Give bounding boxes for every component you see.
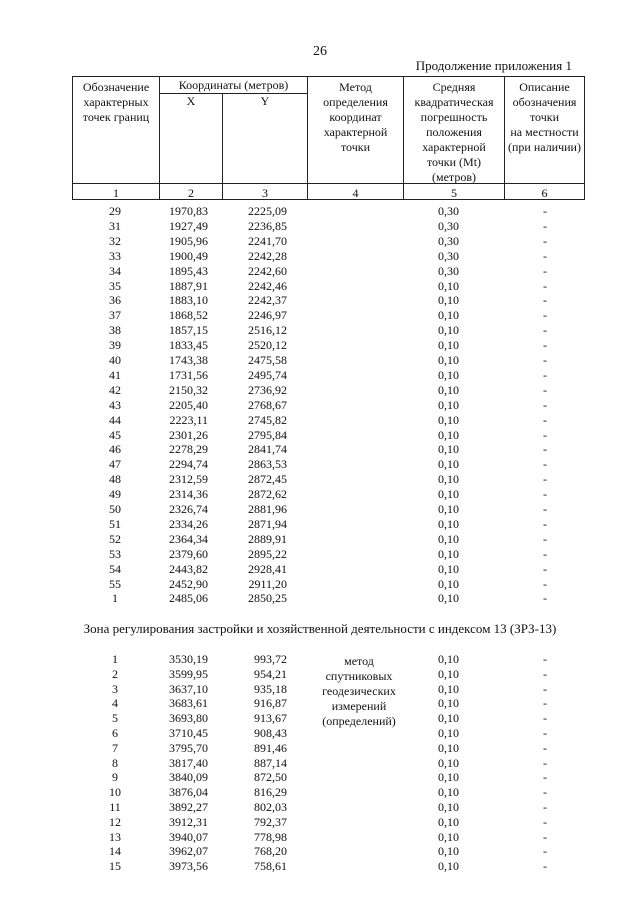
table-row [0,517,640,532]
description-value: - [543,338,547,353]
header-method: Метод определения координат характерной точки [323,80,388,154]
accuracy-value: 0,10 [438,561,459,576]
table-row [0,323,640,338]
coord-x: 3840,09 [169,770,208,785]
accuracy-value: 0,30 [438,233,459,248]
accuracy-value: 0,10 [438,546,459,561]
accuracy-value: 0,10 [438,502,459,516]
accuracy-value: 0,10 [438,844,459,859]
description-value: - [543,696,547,711]
accuracy-value: 0,10 [438,859,459,874]
table-row [0,756,640,771]
accuracy-value: 0,10 [438,829,459,844]
coord-y: 816,29 [254,785,287,800]
coord-y: 792,37 [254,814,287,829]
coord-y: 2911,20 [248,576,287,591]
section-title: Зона регулирования застройки и хозяйственной деятельности с индексом 13 (ЗРЗ-13) [83,621,557,636]
coord-x: 1731,56 [169,367,208,382]
point-id: 6 [112,726,118,740]
coord-x: 3530,19 [169,652,208,666]
accuracy-value: 0,10 [438,652,459,666]
point-id: 40 [109,353,121,367]
coord-x: 3693,80 [169,711,208,726]
description-value: - [543,367,547,382]
coord-y: 916,87 [254,696,287,711]
coord-y: 2475,58 [248,353,287,367]
description-value: - [543,397,547,412]
coord-x: 2452,90 [169,576,208,591]
description-value: - [543,681,547,696]
accuracy-value: 0,10 [438,412,459,427]
accuracy-value: 0,10 [438,681,459,696]
accuracy-value: 0,10 [438,293,459,308]
coord-y: 2736,92 [248,382,287,397]
coord-y: 2242,60 [248,263,287,278]
page-number: 26 [313,44,327,59]
table-row [0,353,640,368]
point-id: 54 [109,561,121,576]
accuracy-value: 0,10 [438,770,459,785]
table-row [0,859,640,874]
accuracy-value: 0,10 [438,338,459,353]
coord-y: 758,61 [254,859,287,874]
accuracy-value: 0,10 [438,308,459,323]
point-id: 15 [109,859,121,874]
header-rule [72,183,584,184]
column-number: 6 [541,186,548,200]
coord-x: 2223,11 [169,412,208,427]
column-number: 5 [451,186,457,200]
description-value: - [543,353,547,367]
accuracy-value: 0,10 [438,487,459,502]
point-id: 4 [112,696,118,711]
point-id: 10 [109,785,121,800]
coord-x: 2379,60 [169,546,208,561]
coord-y: 2889,91 [248,531,287,546]
table-row [0,442,640,457]
coord-y: 908,43 [254,726,287,740]
column-number: 3 [262,186,268,200]
description-value: - [543,472,547,487]
description-value: - [543,382,547,397]
description-value: - [543,591,547,606]
point-id: 13 [109,829,121,844]
point-id: 8 [112,755,118,770]
table-row [0,770,640,785]
coord-y: 993,72 [254,652,287,666]
table-row [0,682,640,697]
point-id: 11 [109,800,121,814]
description-value: - [543,576,547,591]
point-id: 47 [109,457,121,472]
description-value: - [543,278,547,293]
table-row [0,234,640,249]
accuracy-value: 0,10 [438,442,459,457]
point-id: 33 [109,248,121,263]
point-id: 34 [109,263,121,278]
coord-y: 2872,62 [248,487,287,502]
accuracy-value: 0,10 [438,323,459,338]
column-number: 2 [188,186,194,200]
coord-x: 3599,95 [169,666,208,681]
coord-y: 2850,25 [248,591,287,606]
point-id: 48 [109,472,121,487]
coord-x: 3795,70 [169,740,208,755]
coord-x: 2301,26 [169,427,208,442]
coord-x: 3940,07 [169,829,208,844]
accuracy-value: 0,10 [438,278,459,293]
point-id: 12 [109,814,121,829]
description-value: - [543,457,547,472]
accuracy-value: 0,10 [438,696,459,711]
coord-x: 3683,61 [169,696,208,711]
table-row [0,711,640,726]
coord-y: 935,18 [254,681,287,696]
coord-x: 3892,27 [169,800,208,814]
border-right [584,76,585,200]
coord-y: 2242,37 [248,293,287,308]
accuracy-value: 0,10 [438,711,459,726]
coord-y: 778,98 [254,829,287,844]
coord-y: 2520,12 [248,338,287,353]
description-value: - [543,502,547,516]
accuracy-value: 0,10 [438,591,459,606]
accuracy-value: 0,10 [438,457,459,472]
accuracy-value: 0,10 [438,800,459,814]
point-id: 50 [109,502,121,516]
coord-x: 1887,91 [169,278,208,293]
point-id: 32 [109,233,121,248]
coord-y: 2225,09 [248,204,287,218]
header-x: X [186,94,196,108]
description-value: - [543,755,547,770]
point-id: 51 [109,516,121,531]
point-id: 46 [109,442,121,457]
coord-y: 891,46 [254,740,287,755]
description-value: - [543,442,547,457]
description-value: - [543,308,547,323]
table-row [0,308,640,323]
table-row [0,577,640,592]
header-accuracy: Средняя квадратическая погрешность положения характерной точки (Mt) (метров) [414,80,494,184]
description-value: - [543,711,547,726]
point-id: 38 [109,323,121,338]
header-top-rule [72,76,584,77]
coord-x: 1905,96 [169,233,208,248]
accuracy-value: 0,10 [438,353,459,367]
table-row [0,457,640,472]
coord-y: 2795,84 [248,427,287,442]
coord-y: 2242,46 [248,278,287,293]
accuracy-value: 0,10 [438,814,459,829]
table-row [0,413,640,428]
coord-x: 2364,34 [169,531,208,546]
accuracy-value: 0,10 [438,740,459,755]
point-id: 14 [109,844,121,859]
coord-x: 2326,74 [169,502,208,516]
description-value: - [543,204,547,218]
description-value: - [543,800,547,814]
coord-y: 2768,67 [248,397,287,412]
accuracy-value: 0,30 [438,204,459,218]
table-row [0,219,640,234]
coord-x: 1927,49 [169,218,208,233]
coord-x: 1857,15 [169,323,208,338]
description-value: - [543,531,547,546]
coord-y: 872,50 [254,770,287,785]
point-id: 2 [112,666,118,681]
description-value: - [543,412,547,427]
accuracy-value: 0,10 [438,516,459,531]
coord-y: 2246,97 [248,308,287,323]
description-value: - [543,814,547,829]
description-value: - [543,561,547,576]
table-row [0,785,640,800]
coord-y: 2895,22 [248,546,287,561]
coord-y: 2871,94 [248,516,287,531]
point-id: 5 [112,711,118,726]
coord-x: 2334,26 [169,516,208,531]
table-row [0,815,640,830]
coord-y: 768,20 [254,844,287,859]
coord-y: 2495,74 [248,367,287,382]
coord-x: 3637,10 [169,681,208,696]
coord-x: 3962,07 [169,844,208,859]
coord-x: 2314,36 [169,487,208,502]
description-value: - [543,740,547,755]
accuracy-value: 0,10 [438,427,459,442]
coord-y: 954,21 [254,666,287,681]
point-id: 39 [109,338,121,353]
description-value: - [543,859,547,874]
point-id: 42 [109,382,121,397]
description-value: - [543,829,547,844]
column-number: 1 [113,186,119,200]
point-id: 37 [109,308,121,323]
point-id: 29 [109,204,121,218]
point-id: 1 [112,591,118,606]
point-id: 31 [109,218,121,233]
coord-y: 2242,28 [248,248,287,263]
description-value: - [543,785,547,800]
accuracy-value: 0,10 [438,382,459,397]
description-value: - [543,487,547,502]
continuation-label: Продолжение приложения 1 [415,58,572,73]
point-id: 9 [112,770,118,785]
point-id: 43 [109,397,121,412]
coord-y: 2745,82 [248,412,287,427]
accuracy-value: 0,10 [438,666,459,681]
table-row [0,591,640,606]
coord-x: 2294,74 [169,457,208,472]
table-row [0,383,640,398]
header-coordinates: Координаты (метров) [178,78,289,92]
coord-y: 2881,96 [248,502,287,516]
coord-x: 3876,04 [169,785,208,800]
header-y: Y [260,94,270,108]
point-id: 7 [112,740,118,755]
coord-x: 3973,56 [169,859,208,874]
table-row [0,741,640,756]
point-id: 55 [109,576,121,591]
coord-y: 2863,53 [248,457,287,472]
accuracy-value: 0,30 [438,263,459,278]
table-row [0,502,640,517]
coord-y: 913,67 [254,711,287,726]
point-id: 3 [112,681,118,696]
description-value: - [543,263,547,278]
point-id: 35 [109,278,121,293]
point-id: 49 [109,487,121,502]
table-row [0,204,640,219]
point-id: 44 [109,412,121,427]
table-row [0,547,640,562]
coord-x: 2443,82 [169,561,208,576]
description-value: - [543,726,547,740]
point-id: 1 [112,652,118,666]
table-row [0,830,640,845]
coord-x: 2205,40 [169,397,208,412]
coord-x: 2278,29 [169,442,208,457]
coord-y: 2928,41 [248,561,287,576]
accuracy-value: 0,10 [438,472,459,487]
coord-x: 3912,31 [169,814,208,829]
description-value: - [543,652,547,666]
table-row [0,428,640,443]
table-row [0,472,640,487]
coord-y: 887,14 [254,755,287,770]
table-row [0,726,640,741]
table-row [0,264,640,279]
description-value: - [543,248,547,263]
coord-x: 2312,59 [169,472,208,487]
coord-x: 2485,06 [169,591,208,606]
coord-y: 802,03 [254,800,287,814]
description-value: - [543,770,547,785]
description-value: - [543,293,547,308]
coord-y: 2516,12 [248,323,287,338]
coord-x: 1895,43 [169,263,208,278]
table-row [0,293,640,308]
description-value: - [543,323,547,338]
table-row [0,398,640,413]
coord-x: 1868,52 [169,308,208,323]
header-point-designation: Обозначение характерных точек границ [82,80,150,124]
coord-x: 1970,83 [169,204,208,218]
coord-x: 3817,40 [169,755,208,770]
point-id: 52 [109,531,121,546]
point-id: 41 [109,367,121,382]
accuracy-value: 0,30 [438,248,459,263]
table-row [0,800,640,815]
table-row [0,279,640,294]
point-id: 36 [109,293,121,308]
table-row [0,532,640,547]
description-value: - [543,233,547,248]
coord-x: 1833,45 [169,338,208,353]
description-value: - [543,516,547,531]
table-row [0,249,640,264]
coord-y: 2241,70 [248,233,287,248]
accuracy-value: 0,10 [438,397,459,412]
accuracy-value: 0,10 [438,726,459,740]
coord-x: 1900,49 [169,248,208,263]
coord-y: 2841,74 [248,442,287,457]
coord-x: 3710,45 [169,726,208,740]
column-number: 4 [352,186,359,200]
table-row [0,696,640,711]
table-row [0,667,640,682]
table-row [0,562,640,577]
divider-xy [222,93,223,200]
table-row [0,652,640,667]
accuracy-value: 0,10 [438,576,459,591]
method-description: метод спутниковых геодезических измерений (определений) [322,654,396,728]
point-id: 45 [109,427,121,442]
coord-x: 1883,10 [169,293,208,308]
description-value: - [543,218,547,233]
header-description: Описание обозначения точки на местности (при наличии) [508,80,581,154]
coord-x: 2150,32 [169,382,208,397]
description-value: - [543,427,547,442]
accuracy-value: 0,10 [438,785,459,800]
coord-y: 2236,85 [248,218,287,233]
point-id: 53 [109,546,121,561]
coord-x: 1743,38 [169,353,208,367]
table-row [0,368,640,383]
accuracy-value: 0,30 [438,218,459,233]
description-value: - [543,546,547,561]
coord-y: 2872,45 [248,472,287,487]
accuracy-value: 0,10 [438,755,459,770]
description-value: - [543,844,547,859]
table-row [0,844,640,859]
accuracy-value: 0,10 [438,367,459,382]
table-row [0,338,640,353]
table-row [0,487,640,502]
description-value: - [543,666,547,681]
accuracy-value: 0,10 [438,531,459,546]
